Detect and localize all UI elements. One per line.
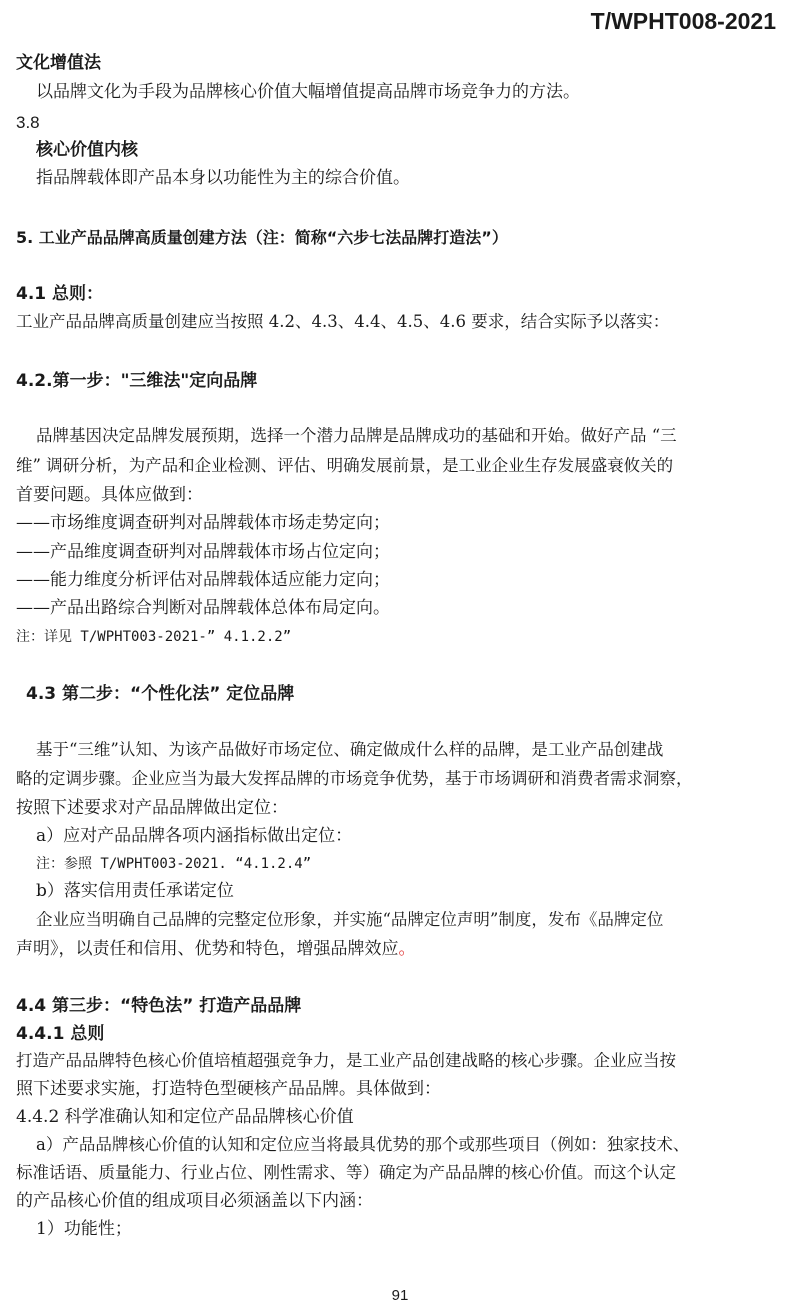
definition-cultural-value-add: 以品牌文化为手段为品牌核心价值大幅增值提高品牌市场竞争力的方法。 <box>36 82 580 102</box>
document-code: T/WPHT008-2021 <box>590 8 776 34</box>
section-4-4-heading: 4.4 第三步：“特色法” 打造产品品牌 <box>16 996 302 1016</box>
section-4-3-note: 注：参照 T/WPHT003-2021. “4.1.2.4” <box>36 856 312 872</box>
section-4-3-para-line: 基于“三维”认知、为该产品做好市场定位、确定做成什么样的品牌，是工业产品创建战 <box>36 740 664 759</box>
section-4-3-heading: 4.3 第二步：“个性化法” 定位品牌 <box>26 684 295 704</box>
list-item: ——产品出路综合判断对品牌载体总体布局定向。 <box>16 598 390 618</box>
section-4-4-1-para-line: 打造产品品牌特色核心价值培植超强竞争力，是工业产品创建战略的核心步骤。企业应当按 <box>16 1051 676 1070</box>
section-4-3-para-line: 略的定调步骤。企业应当为最大发挥品牌的市场竞争优势，基于市场调研和消费者需求洞察， <box>16 769 693 788</box>
section-4-3-para-line: 按照下述要求对产品品牌做出定位： <box>16 798 288 818</box>
section-4-3-item-a: a）应对产品品牌各项内涵指标做出定位： <box>36 826 353 846</box>
section-4-1-heading: 4.1 总则： <box>16 284 104 304</box>
section-4-4-2-para-line: 标准话语、质量能力、行业占位、刚性需求、等）确定为产品品牌的核心价值。而这个认定 <box>16 1163 676 1182</box>
section-4-4-2-para-line: 的产品核心价值的组成项目必须涵盖以下内涵： <box>16 1191 373 1211</box>
section-4-4-1-para-line: 照下述要求实施，打造特色型硬核产品品牌。具体做到： <box>16 1079 441 1099</box>
para2-text: 声明》，以责任和信用、优势和特色，增强品牌效应 <box>16 939 399 959</box>
para2-end-mark: 。 <box>398 939 416 959</box>
term-cultural-value-add: 文化增值法 <box>16 53 101 73</box>
section-4-2-para-line: 维” 调研分析，为产品和企业检测、评估、明确发展前景，是工业企业生存发展盛衰攸关的 <box>16 456 674 475</box>
list-item: ——市场维度调查研判对品牌载体市场走势定向； <box>16 513 390 533</box>
section-4-4-2-heading: 4.4.2 科学准确认知和定位产品品牌核心价值 <box>16 1107 354 1127</box>
section-4-2-para-line: 首要问题。具体应做到： <box>16 485 203 505</box>
section-4-3-item-b: b）落实信用责任承诺定位 <box>36 881 234 901</box>
section-4-3-para2-line <box>16 938 416 960</box>
section-4-4-1-heading: 4.4.1 总则 <box>16 1024 105 1044</box>
definition-core-value-kernel: 指品牌载体即产品本身以功能性为主的综合价值。 <box>36 168 410 188</box>
section-4-1-body: 工业产品品牌高质量创建应当按照 4.2、4.3、4.4、4.5、4.6 要求，结合实际予以落实： <box>16 312 670 331</box>
clause-number-3-8: 3.8 <box>16 113 40 132</box>
section-4-4-2-para-line: a）产品品牌核心价值的认知和定位应当将最具优势的那个或那些项目（例如：独家技术、 <box>36 1135 690 1154</box>
list-item: ——能力维度分析评估对品牌载体适应能力定向； <box>16 570 390 590</box>
section-4-3-para2-line: 企业应当明确自己品牌的完整定位形象，并实施“品牌定位声明”制度，发布《品牌定位 <box>36 910 664 929</box>
section-4-4-2-item-1: 1）功能性； <box>36 1219 132 1239</box>
page-number: 91 <box>391 1287 409 1304</box>
term-core-value-kernel: 核心价值内核 <box>36 140 138 160</box>
section-4-2-para-line: 品牌基因决定品牌发展预期，选择一个潜力品牌是品牌成功的基础和开始。做好产品 “三 <box>36 426 677 445</box>
section-4-2-heading: 4.2.第一步："三维法"定向品牌 <box>16 371 258 391</box>
section-4-2-note: 注：详见 T/WPHT003-2021-” 4.1.2.2” <box>16 629 292 645</box>
list-item: ——产品维度调查研判对品牌载体市场占位定向； <box>16 542 390 562</box>
section-5-heading: 5. 工业产品品牌高质量创建方法（注：简称“六步七法品牌打造法”） <box>16 228 508 247</box>
